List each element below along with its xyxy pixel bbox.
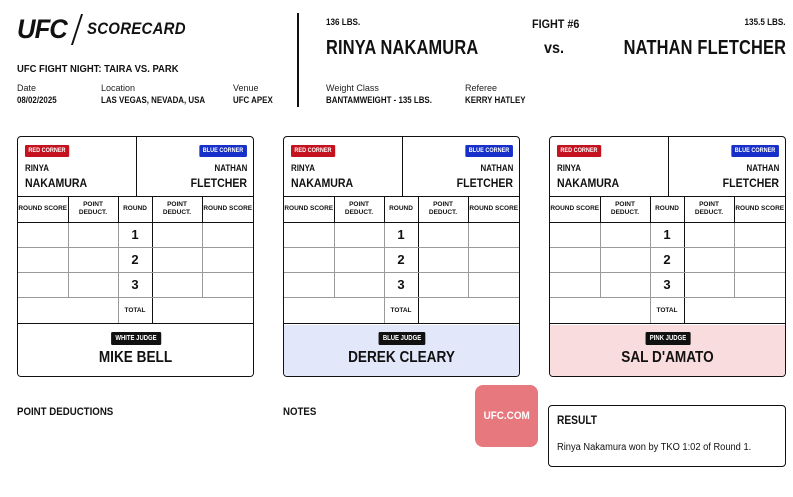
table-row (284, 222, 519, 247)
weight-class-value: BANTAMWEIGHT - 135 LBS. (326, 95, 432, 105)
judge-area (550, 325, 785, 377)
red-weight: 136 LBS. (326, 17, 361, 27)
table-row (550, 247, 785, 272)
score-table (550, 197, 785, 324)
blue-deduct-cell[interactable] (684, 222, 734, 247)
table-row (18, 272, 253, 297)
blue-point-deduct-header: POINT DEDUCT. (418, 197, 468, 222)
blue-last-name: FLETCHER (190, 176, 247, 190)
referee-field (465, 83, 534, 105)
blue-total-cell[interactable] (152, 297, 253, 323)
round-header: ROUND (650, 197, 684, 222)
blue-score-cell[interactable] (202, 222, 253, 247)
red-score-cell[interactable] (550, 247, 600, 272)
red-score-cell[interactable] (18, 222, 68, 247)
blue-point-deduct-header: POINT DEDUCT. (152, 197, 202, 222)
red-deduct-cell[interactable] (600, 272, 650, 297)
total-label: TOTAL (384, 297, 418, 323)
weight-class-label: Weight Class (326, 83, 379, 93)
red-deduct-cell[interactable] (68, 222, 118, 247)
blue-score-cell[interactable] (734, 222, 785, 247)
round-header: ROUND (384, 197, 418, 222)
result-text: Rinya Nakamura won by TKO 1:02 of Round 1. (557, 442, 752, 453)
round-number: 2 (384, 247, 418, 272)
blue-weight: 135.5 LBS. (745, 17, 786, 27)
blue-deduct-cell[interactable] (684, 272, 734, 297)
date-label: Date (17, 83, 37, 93)
red-score-cell[interactable] (550, 272, 600, 297)
notes-heading: NOTES (283, 406, 317, 418)
red-point-deduct-header: POINT DEDUCT. (334, 197, 384, 222)
corner-divider (402, 137, 403, 197)
score-header-row (18, 197, 253, 222)
blue-fighter-name: NATHAN FLETCHER (623, 37, 786, 59)
judge-name: MIKE BELL (98, 349, 173, 366)
red-total-cell[interactable] (550, 297, 650, 323)
corner-divider (136, 137, 137, 197)
weight-class-field (326, 83, 446, 105)
red-total-cell[interactable] (18, 297, 118, 323)
red-deduct-cell[interactable] (68, 247, 118, 272)
venue-label: Venue (233, 83, 259, 93)
blue-deduct-cell[interactable] (684, 247, 734, 272)
card-corners (18, 137, 253, 197)
judge-scorecard-1 (17, 136, 254, 377)
blue-corner-badge: BLUE CORNER (200, 145, 247, 157)
judge-scorecard-3 (549, 136, 786, 377)
blue-total-cell[interactable] (418, 297, 519, 323)
scorecard-title: SCORECARD (86, 19, 186, 38)
card-corners (550, 137, 785, 197)
round-number: 1 (650, 222, 684, 247)
red-deduct-cell[interactable] (334, 222, 384, 247)
blue-score-cell[interactable] (202, 272, 253, 297)
round-number: 3 (650, 272, 684, 297)
red-round-score-header: ROUND SCORE (284, 197, 334, 222)
total-row (550, 297, 785, 323)
event-title: UFC FIGHT NIGHT: TAIRA VS. PARK (17, 63, 179, 75)
blue-first-name: NATHAN (746, 163, 779, 173)
red-fighter-name: RINYA NAKAMURA (326, 37, 479, 59)
date-field (17, 83, 62, 105)
blue-deduct-cell[interactable] (152, 247, 202, 272)
red-point-deduct-header: POINT DEDUCT. (68, 197, 118, 222)
referee-value: KERRY HATLEY (465, 95, 526, 105)
blue-deduct-cell[interactable] (418, 272, 468, 297)
table-row (18, 222, 253, 247)
vs-label: vs. (544, 40, 565, 57)
blue-corner-badge: BLUE CORNER (732, 145, 779, 157)
blue-score-cell[interactable] (468, 272, 519, 297)
blue-last-name: FLETCHER (722, 176, 779, 190)
score-header-row (284, 197, 519, 222)
blue-score-cell[interactable] (734, 272, 785, 297)
score-table (18, 197, 253, 324)
red-point-deduct-header: POINT DEDUCT. (600, 197, 650, 222)
red-deduct-cell[interactable] (68, 272, 118, 297)
red-last-name: NAKAMURA (25, 176, 88, 190)
round-number: 1 (118, 222, 152, 247)
blue-corner-badge: BLUE CORNER (466, 145, 513, 157)
judge-area (284, 325, 519, 377)
red-score-cell[interactable] (550, 222, 600, 247)
red-last-name: NAKAMURA (291, 176, 354, 190)
red-corner-badge: RED CORNER (557, 145, 601, 157)
ufc-com-label: UFC.COM (483, 410, 530, 422)
blue-deduct-cell[interactable] (418, 222, 468, 247)
total-row (284, 297, 519, 323)
result-box (548, 405, 786, 467)
point-deductions-heading: POINT DEDUCTIONS (17, 406, 114, 418)
blue-round-score-header: ROUND SCORE (202, 197, 253, 222)
round-number: 1 (384, 222, 418, 247)
red-deduct-cell[interactable] (334, 272, 384, 297)
blue-deduct-cell[interactable] (152, 222, 202, 247)
round-number: 2 (118, 247, 152, 272)
score-header-row (550, 197, 785, 222)
red-last-name: NAKAMURA (557, 176, 620, 190)
red-deduct-cell[interactable] (334, 247, 384, 272)
card-corners (284, 137, 519, 197)
round-header: ROUND (118, 197, 152, 222)
judge-scorecard-2 (283, 136, 520, 377)
judge-area (18, 325, 253, 377)
blue-total-cell[interactable] (684, 297, 785, 323)
blue-deduct-cell[interactable] (152, 272, 202, 297)
blue-last-name: FLETCHER (456, 176, 513, 190)
location-label: Location (101, 83, 136, 93)
location-field (101, 83, 219, 105)
date-value: 08/02/2025 (17, 95, 57, 105)
table-row (284, 247, 519, 272)
table-row (284, 272, 519, 297)
round-number: 2 (650, 247, 684, 272)
ufc-logo: UFC (17, 13, 67, 44)
red-score-cell[interactable] (284, 272, 334, 297)
result-title: RESULT (557, 413, 598, 427)
blue-first-name: NATHAN (480, 163, 513, 173)
red-score-cell[interactable] (284, 247, 334, 272)
blue-score-cell[interactable] (734, 247, 785, 272)
judge-name: DEREK CLEARY (348, 349, 455, 366)
red-score-cell[interactable] (18, 272, 68, 297)
ufc-com-logo[interactable] (475, 385, 538, 447)
red-deduct-cell[interactable] (600, 247, 650, 272)
total-label: TOTAL (650, 297, 684, 323)
blue-score-cell[interactable] (202, 247, 253, 272)
ufc-scorecard-logo (17, 12, 199, 46)
blue-score-cell[interactable] (468, 247, 519, 272)
round-number: 3 (118, 272, 152, 297)
corner-divider (668, 137, 669, 197)
red-first-name: RINYA (557, 163, 581, 173)
location-value: LAS VEGAS, NEVADA, USA (101, 95, 206, 105)
red-round-score-header: ROUND SCORE (550, 197, 600, 222)
red-total-cell[interactable] (284, 297, 384, 323)
header-divider (297, 13, 299, 107)
logo-divider (70, 14, 82, 45)
table-row (18, 247, 253, 272)
red-round-score-header: ROUND SCORE (18, 197, 68, 222)
blue-deduct-cell[interactable] (418, 247, 468, 272)
red-corner-badge: RED CORNER (291, 145, 335, 157)
red-deduct-cell[interactable] (600, 222, 650, 247)
red-corner-badge: RED CORNER (25, 145, 69, 157)
judge-badge: BLUE JUDGE (378, 332, 425, 345)
fight-number: FIGHT #6 (532, 17, 580, 31)
table-row (550, 222, 785, 247)
venue-value: UFC APEX (233, 95, 273, 105)
judge-name: SAL D'AMATO (621, 349, 714, 366)
score-table (284, 197, 519, 324)
total-row (18, 297, 253, 323)
round-number: 3 (384, 272, 418, 297)
red-first-name: RINYA (25, 163, 49, 173)
blue-point-deduct-header: POINT DEDUCT. (684, 197, 734, 222)
judge-badge: WHITE JUDGE (111, 332, 161, 345)
venue-field (233, 83, 278, 105)
red-first-name: RINYA (291, 163, 315, 173)
referee-label: Referee (465, 83, 498, 93)
table-row (550, 272, 785, 297)
blue-round-score-header: ROUND SCORE (734, 197, 785, 222)
blue-round-score-header: ROUND SCORE (468, 197, 519, 222)
blue-first-name: NATHAN (214, 163, 247, 173)
total-label: TOTAL (118, 297, 152, 323)
judge-badge: PINK JUDGE (645, 332, 690, 345)
blue-score-cell[interactable] (468, 222, 519, 247)
red-score-cell[interactable] (284, 222, 334, 247)
red-score-cell[interactable] (18, 247, 68, 272)
